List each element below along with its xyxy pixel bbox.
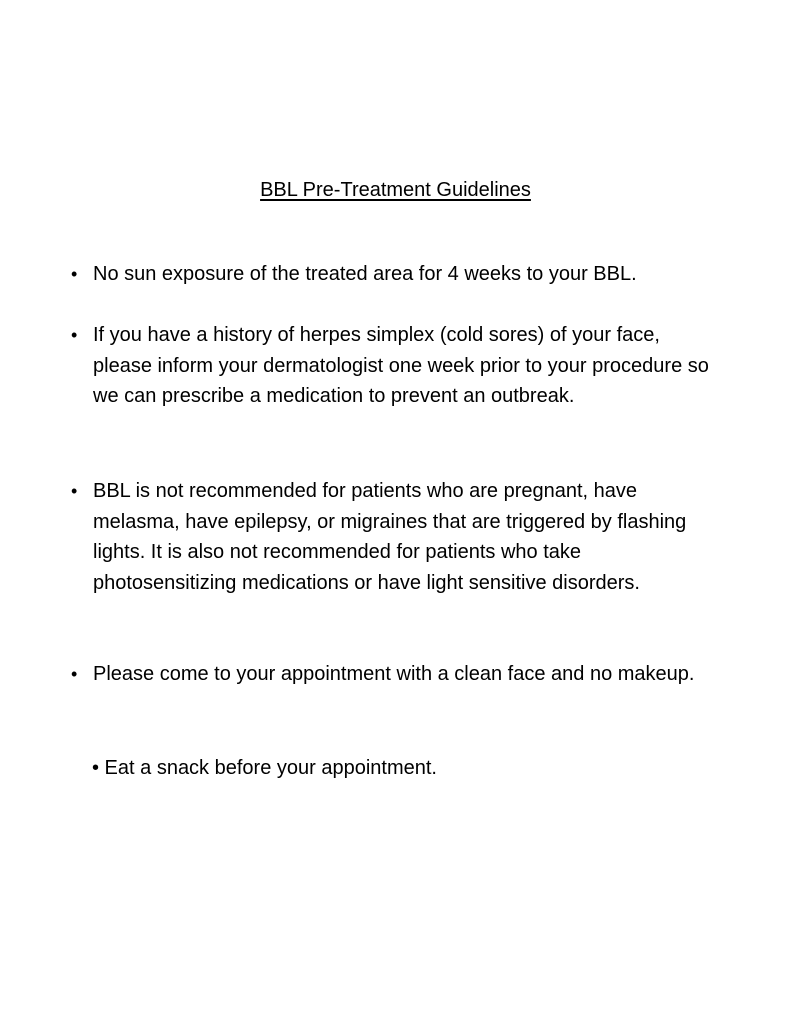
document-title: BBL Pre-Treatment Guidelines: [260, 179, 531, 201]
guideline-item-herpes-simplex: [71, 320, 713, 412]
guideline-item-sun-exposure: [71, 259, 713, 290]
guideline-text: Please come to your appointment with a clean face and no makeup.: [93, 663, 695, 685]
bullet-icon: •: [71, 325, 78, 345]
guideline-text: No sun exposure of the treated area for 4 weeks to your BBL.: [93, 263, 637, 285]
guideline-text: BBL is not recommended for patients who are pregnant, have melasma, have epilepsy, or migraines that are triggered by flashing lights. It is also not recommended for patients who take photosensitizing medications or have light sensitive disorders.: [93, 480, 687, 594]
bullet-icon: •: [71, 264, 78, 284]
guideline-text: If you have a history of herpes simplex (cold sores) of your face, please inform your dermatologist one week prior to your procedure so we can prescribe a medication to prevent an outbreak.: [93, 324, 709, 407]
bullet-icon: •: [71, 664, 78, 684]
guideline-item-clean-face: [71, 659, 713, 690]
bullet-icon: •: [71, 481, 78, 501]
guideline-item-contraindications: [71, 476, 713, 598]
guideline-item-eat-snack: • Eat a snack before your appointment.: [92, 757, 437, 779]
